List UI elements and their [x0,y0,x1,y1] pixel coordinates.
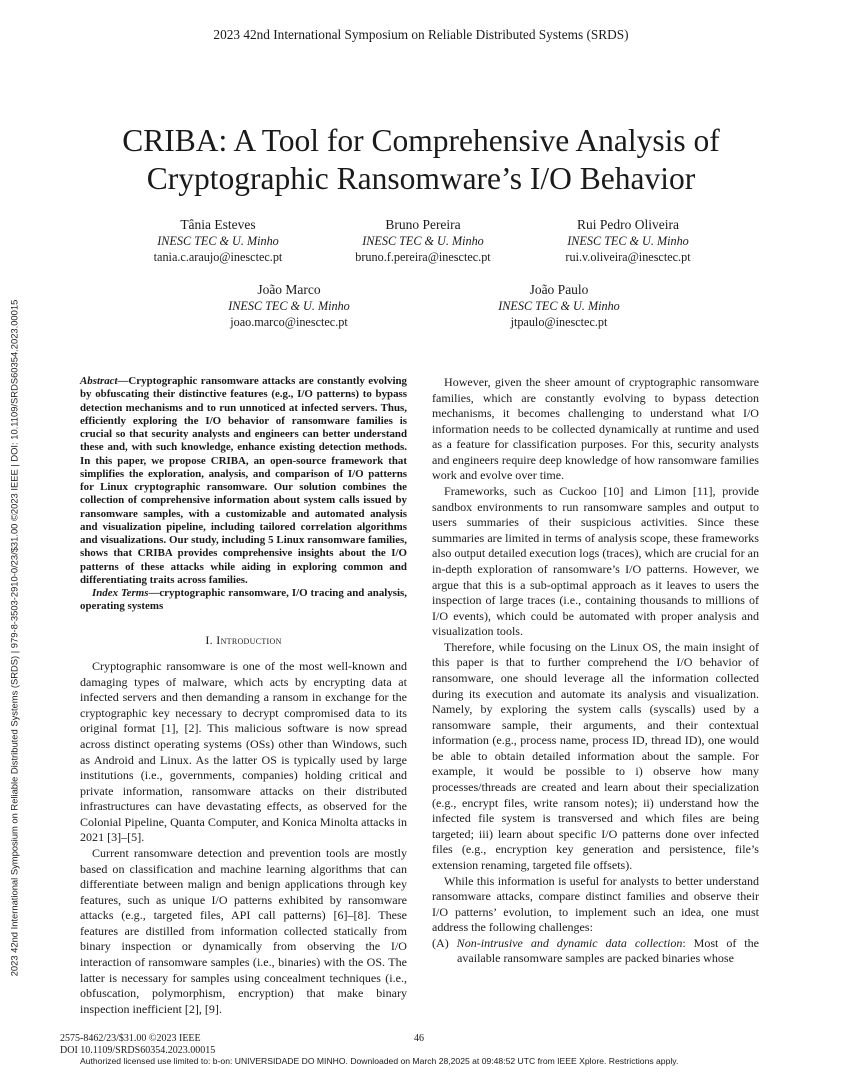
abstract-lead: Abstract [80,375,118,387]
intro-paragraph-5: Therefore, while focusing on the Linux OS, the main insight of this paper is that to further comprehend the I/O behavior of ransomware, one should leverage all the information collected during its execution and automate its analysis and visualization. Namely, by exploring the system calls (syscalls) used by a ransomware sample, their arguments, and their contextual information (e.g., process name, process ID, thread ID), one would be able to obtain detailed information about the sample. For example, it would be possible to i) observe how many processes/threads are created and learn about their specialization (e.g., encrypt files, write ransom notes); ii) understand how the infected file system is transversed and which files are being targeted; iii) learn about specific I/O patterns done over infected files (e.g., encryption key generation and persistence, file’s extension renaming, targeted file offsets). [432,639,759,872]
author-affiliation: INESC TEC & U. Minho [362,234,484,248]
author-block-5 [469,282,649,330]
index-terms [80,587,407,614]
author-name: Bruno Pereira [385,217,461,232]
intro-paragraph-1: Cryptographic ransomware is one of the most well-known and damaging types of malware, which acts by encrypting data at infected servers and then demanding a ransom in exchange for the cryptographic key necessary to decrypt compromised data to its original format [1], [2]. This malicious software is now spread across distinct operating systems (OSs) other than Windows, such as Android and Linux. As the latter OS is typically used by large institutions (i.e., governments, companies) holding critical and private information, ransomware attacks on their distributed infrastructures can have devastating effects, as observed for the Colonial Pipeline, Quanta Computer, and Konica Minolta attacks in 2021 [3]–[5]. [80,659,407,845]
intro-paragraph-3: However, given the sheer amount of cryptographic ransomware families, which are constantly evolving to bypass detection mechanisms, it becomes challenging to understand what I/O information needs to be collected dynamically at runtime and used as a feature for classification purposes. For this, security analysts and engineers require deep knowledge of how ransomware families work and evolve over time. [432,375,759,483]
right-column [432,375,759,967]
author-affiliation: INESC TEC & U. Minho [498,299,620,313]
intro-paragraph-6: While this information is useful for analysts to better understand ransomware attacks, compare distinct families and observe their I/O patterns’ evolution, to implement such an idea, one must address the following challenges: [432,873,759,935]
footer-issn: 2575-8462/23/$31.00 ©2023 IEEE [60,1033,201,1044]
author-email: bruno.f.pereira@inesctec.pt [355,250,491,264]
author-email: tania.c.araujo@inesctec.pt [153,250,283,264]
author-affiliation: INESC TEC & U. Minho [567,234,689,248]
footer-doi: DOI 10.1109/SRDS60354.2023.00015 [60,1044,216,1056]
author-affiliation: INESC TEC & U. Minho [228,299,350,313]
author-name: João Paulo [529,282,589,297]
challenge-a-title: Non-intrusive and dynamic data collection [456,935,683,950]
index-terms-text: —cryptographic ransomware, I/O tracing and analysis, operating systems [80,587,407,613]
side-stamp-text: 2023 42nd International Symposium on Reliable Distributed Systems (SRDS) | 979-8-3503-2910-0/23/$31.00 ©2023 IEEE | DOI: 10.1109/SRDS60354.2023.00015 [8,299,20,976]
left-column [80,375,407,1017]
footer-identifiers [60,1033,215,1056]
section-title: Introduction [216,632,282,647]
author-name: João Marco [257,282,321,297]
license-notice: Authorized licensed use limited to: b-on: UNIVERSIDADE DO MINHO. Downloaded on March 28,2025 at 09:48:52 UTC from IEEE Xplore. Restrictions apply. [80,1056,679,1066]
author-block-2 [333,217,513,265]
abstract [80,375,407,587]
challenge-a-text: : Most of the available ransomware samples are packed binaries whose [457,935,759,966]
author-name: Rui Pedro Oliveira [577,217,679,232]
index-terms-lead: Index Terms [92,587,149,599]
author-email: rui.v.oliveira@inesctec.pt [565,250,691,264]
author-name: Tânia Esteves [180,217,256,232]
challenge-a [432,936,759,967]
author-block-3 [538,217,718,265]
page-number: 46 [414,1033,424,1044]
author-block-4 [199,282,379,330]
section-heading-introduction [80,633,407,649]
author-block-1 [128,217,308,265]
paper-title-line-2: Cryptographic Ransomware’s I/O Behavior [146,161,696,196]
paper-title-line-1: CRIBA: A Tool for Comprehensive Analysis of [122,123,720,158]
abstract-text: —Cryptographic ransomware attacks are constantly evolving by obfuscating their distinctive features (e.g., I/O patterns) to bypass detection mechanisms and to run unnoticed at infected servers. Thus, efficiently exploring the I/O behavior of ransomware families is crucial so that security analysts and engineers can better understand these and, with such knowledge, enhance existing detection methods. In this paper, we propose CRIBA, an open-source framework that simplifies the exploration, analysis, and comparison of I/O patterns for Linux cryptographic ransomware. Our solution combines the collection of comprehensive information about system calls issued by ransomware samples, with a customizable and automated analysis and visualization pipeline, including tailored correlation algorithms and visualizations. Our study, including 5 Linux ransomware families, shows that CRIBA provides comprehensive insights about the I/O patterns of these attacks while aiding in exploring common and differentiating traits across families. [80,375,407,586]
conference-header: 2023 42nd International Symposium on Reliable Distributed Systems (SRDS) [213,27,629,42]
intro-paragraph-2: Current ransomware detection and prevention tools are mostly based on classification and machine learning algorithms that can differentiate between malign and benign applications through key features, such as unique I/O patterns exhibited by ransomware attacks (e.g., targeted files, API call patterns) [6]–[8]. These features are distilled from information collected statically from binary inspection or dynamically from observing the I/O interaction of ransomware samples (i.e., binaries) with the OS. The latter is necessary for samples using concealment techniques (i.e., obfuscation, polymorphism, encryption) that make binary inspection inefficient [2], [9]. [80,846,407,1016]
paper-title [40,122,802,198]
side-stamp [3,290,25,985]
author-affiliation: INESC TEC & U. Minho [157,234,279,248]
intro-paragraph-4: Frameworks, such as Cuckoo [10] and Limon [11], provide sandbox environments to run ransomware samples and output to users summaries of their suspicious activities. Since these summaries are limited in terms of analysis scope, these frameworks also output detailed execution logs (traces), which are crucial for an in-depth exploration of ransomware’s I/O patterns. However, we argue that this is a sub-optimal approach as it leaves to users the inspection of large traces (i.e., containing thousands to millions of I/O events), which could be automated with proper analysis and visualization tools. [432,484,759,639]
author-email: joao.marco@inesctec.pt [230,315,348,329]
section-number: I. [205,632,213,647]
author-email: jtpaulo@inesctec.pt [510,315,608,329]
challenge-a-label: (A) [432,935,449,950]
